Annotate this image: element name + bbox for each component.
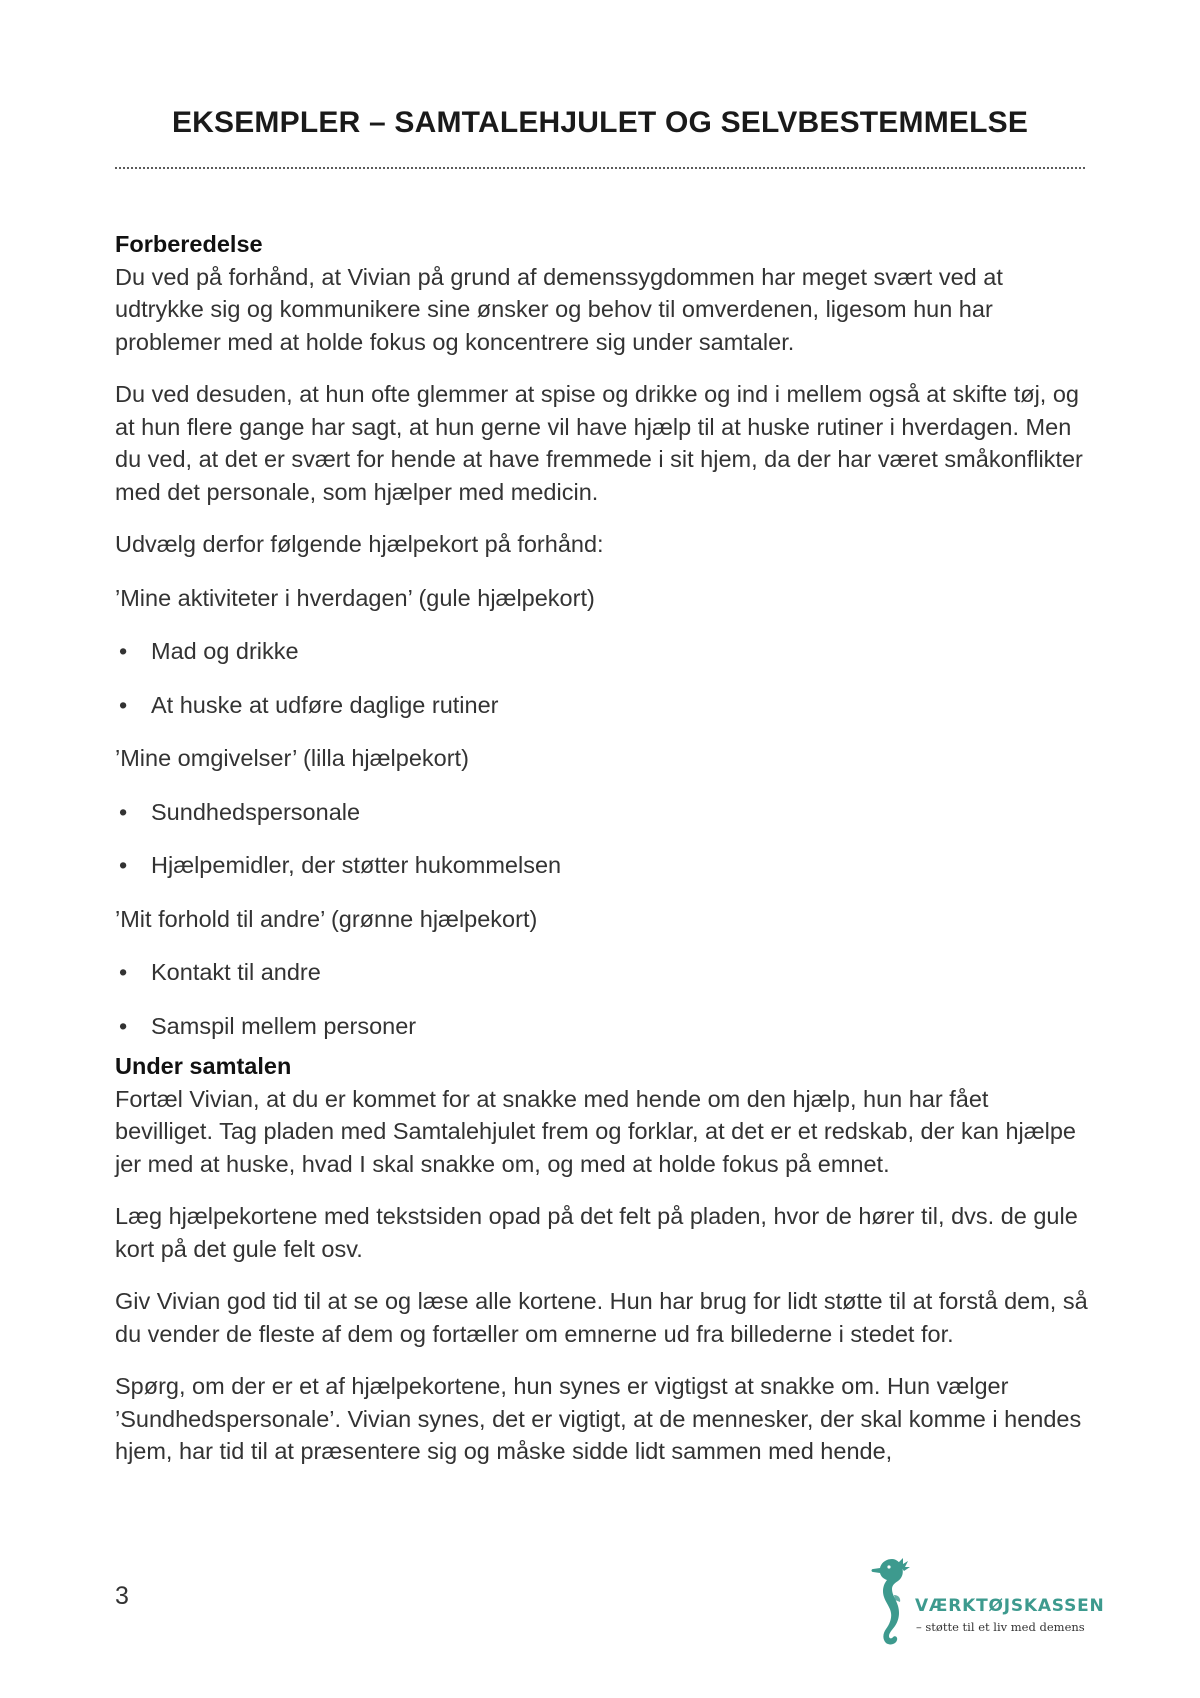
card-list [115, 796, 1090, 882]
brand-name: VÆRKTØJSKASSEN [915, 1596, 1105, 1616]
seahorse-icon [870, 1555, 914, 1650]
paragraph: Spørg, om der er et af hjælpekortene, hun synes er vigtigst at snakke om. Hun vælger ’Sundhedspersonale’. Vivian synes, det er vigtigt, at de mennesker, der skal komme i hendes hjem, har tid til at præsentere sig og måske sidde lidt sammen med hende, [115, 1373, 1082, 1464]
card-group-label: ’Mine omgivelser’ (lilla hjælpekort) [115, 745, 469, 771]
page-title: EKSEMPLER – SAMTALEHJULET OG SELVBESTEMMELSE [171, 106, 1029, 139]
paragraph: Udvælg derfor følgende hjælpekort på forhånd: [115, 531, 604, 557]
paragraph: Læg hjælpekortene med tekstsiden opad på det felt på pladen, hvor de hører til, dvs. de gule kort på det gule felt osv. [115, 1203, 1078, 1262]
section-heading-preparation: Forberedelse [115, 231, 263, 257]
paragraph: Giv Vivian god tid til at se og læse alle kortene. Hun har brug for lidt støtte til at forstå dem, så du vender de fleste af dem og fortæller om emnerne ud fra billederne i stedet for. [115, 1288, 1088, 1347]
card-list [115, 635, 1090, 721]
list-item [115, 956, 1090, 989]
list-item [115, 1010, 1090, 1043]
list-item [115, 635, 1090, 668]
list-item-text: Samspil mellem personer [151, 1012, 417, 1039]
dotted-divider [115, 167, 1085, 169]
bullet-icon: • [119, 691, 128, 718]
list-item-text: Sundhedspersonale [151, 798, 361, 825]
list-item-text: At huske at udføre daglige rutiner [151, 691, 499, 718]
list-item [115, 689, 1090, 722]
body-content [115, 228, 1090, 1488]
list-item-text: Hjælpemidler, der støtter hukommelsen [151, 852, 562, 878]
list-item [115, 796, 1090, 829]
card-list [115, 956, 1090, 1042]
brand-logo [870, 1555, 1105, 1650]
card-group-label: ’Mit forhold til andre’ (grønne hjælpekort) [115, 905, 538, 932]
section-heading-conversation: Under samtalen [115, 1053, 292, 1079]
paragraph: Fortæl Vivian, at du er kommet for at snakke med hende om den hjælp, hun har fået bevilliget. Tag pladen med Samtalehjulet frem og forklar, at det er et redskab, der kan hjælpe jer med at huske, hvad I skal snakke om, og med at holde fokus på emnet. [115, 1085, 1076, 1177]
bullet-icon: • [119, 1012, 128, 1039]
list-item [115, 849, 1090, 882]
bullet-icon: • [119, 638, 128, 664]
page-number: 3 [115, 1582, 129, 1610]
card-group-label: ’Mine aktiviteter i hverdagen’ (gule hjælpekort) [115, 584, 595, 611]
list-item-text: Mad og drikke [151, 638, 299, 664]
paragraph: Du ved desuden, at hun ofte glemmer at spise og drikke og ind i mellem også at skifte tøj, og at hun flere gange har sagt, at hun gerne vil have hjælp til at huske rutiner i hverdagen. Men du ved, at det er svært for hende at have fremmede i sit hjem, da der har været småkonflikter med det personale, som hjælper med medicin. [115, 381, 1083, 505]
brand-tagline: – støtte til et liv med demens [916, 1620, 1085, 1634]
bullet-icon: • [119, 852, 128, 878]
list-item-text: Kontakt til andre [151, 959, 321, 985]
paragraph: Du ved på forhånd, at Vivian på grund af demenssygdommen har meget svært ved at udtrykke sig og kommunikere sine ønsker og behov til omverdenen, ligesom hun har problemer med at holde fokus og koncentrere sig under samtaler. [115, 263, 1003, 355]
bullet-icon: • [119, 798, 128, 825]
bullet-icon: • [119, 959, 128, 985]
